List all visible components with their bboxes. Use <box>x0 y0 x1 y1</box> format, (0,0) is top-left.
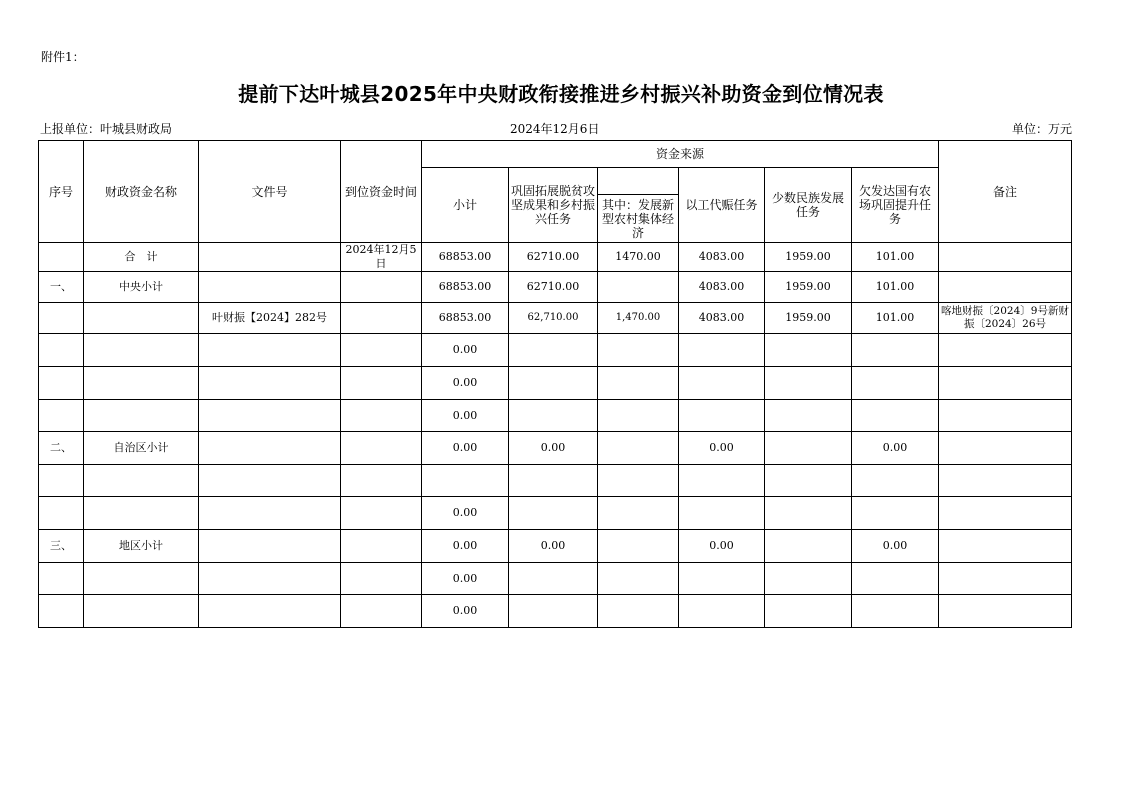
of-which-cell <box>598 367 679 400</box>
of-which-cell <box>598 563 679 595</box>
minority-cell: 1959.00 <box>765 303 852 334</box>
subtotal-cell: 0.00 <box>422 432 509 465</box>
arrival-time-cell <box>341 530 422 563</box>
seq-cell <box>39 563 84 595</box>
work-relief-cell <box>679 367 765 400</box>
of-which-cell <box>598 272 679 303</box>
remarks-cell: 喀地财振〔2024〕9号新财振〔2024〕26号 <box>939 303 1072 334</box>
work-relief-cell: 4083.00 <box>679 303 765 334</box>
report-date: 2024年12月6日 <box>510 122 600 136</box>
doc-no-cell <box>199 595 341 628</box>
minority-cell <box>765 334 852 367</box>
remarks-cell <box>939 432 1072 465</box>
remarks-cell <box>939 530 1072 563</box>
minority-cell <box>765 432 852 465</box>
subtotal-cell: 0.00 <box>422 595 509 628</box>
arrival-time-cell <box>341 563 422 595</box>
table-row <box>39 272 1072 303</box>
doc-no-cell <box>199 432 341 465</box>
fund-name-cell: 地区小计 <box>84 530 199 563</box>
work-relief-cell <box>679 497 765 530</box>
minority-cell <box>765 400 852 432</box>
work-relief-cell <box>679 595 765 628</box>
minority-cell <box>765 367 852 400</box>
consolidate-cell <box>509 334 598 367</box>
work-relief-cell <box>679 563 765 595</box>
fund-table <box>38 140 1072 628</box>
table-row <box>39 367 1072 400</box>
subtotal-cell: 0.00 <box>422 334 509 367</box>
work-relief-cell: 0.00 <box>679 530 765 563</box>
subtotal-cell: 68853.00 <box>422 272 509 303</box>
seq-cell: 一、 <box>39 272 84 303</box>
table-row <box>39 497 1072 530</box>
report-unit: 上报单位：叶城县财政局 <box>40 122 173 136</box>
remarks-cell <box>939 400 1072 432</box>
of-which-cell <box>598 432 679 465</box>
state-farm-cell: 0.00 <box>852 530 939 563</box>
consolidate-cell <box>509 497 598 530</box>
fund-name-cell <box>84 563 199 595</box>
page-title: 提前下达叶城县2025年中央财政衔接推进乡村振兴补助资金到位情况表 <box>238 82 884 106</box>
subtotal-cell: 68853.00 <box>422 243 509 272</box>
attachment-label: 附件1： <box>41 50 85 64</box>
seq-cell <box>39 595 84 628</box>
subtotal-cell: 0.00 <box>422 530 509 563</box>
consolidate-cell: 62,710.00 <box>509 303 598 334</box>
header-doc-no: 文件号 <box>199 141 341 243</box>
doc-no-cell <box>199 334 341 367</box>
state-farm-cell <box>852 595 939 628</box>
of-which-cell <box>598 497 679 530</box>
state-farm-cell <box>852 400 939 432</box>
table-row <box>39 465 1072 497</box>
header-seq: 序号 <box>39 141 84 243</box>
arrival-time-cell <box>341 303 422 334</box>
doc-no-cell <box>199 400 341 432</box>
of-which-cell <box>598 334 679 367</box>
header-consolidate: 巩固拓展脱贫攻坚成果和乡村振兴任务 <box>509 168 598 243</box>
of-which-cell <box>598 400 679 432</box>
work-relief-cell <box>679 334 765 367</box>
header-state-farm: 欠发达国有农场巩固提升任务 <box>852 168 939 243</box>
minority-cell <box>765 465 852 497</box>
minority-cell <box>765 497 852 530</box>
remarks-cell <box>939 243 1072 272</box>
remarks-cell <box>939 367 1072 400</box>
doc-no-cell <box>199 243 341 272</box>
consolidate-cell <box>509 465 598 497</box>
fund-name-cell <box>84 334 199 367</box>
minority-cell: 1959.00 <box>765 243 852 272</box>
state-farm-cell: 101.00 <box>852 303 939 334</box>
seq-cell: 三、 <box>39 530 84 563</box>
subtotal-cell <box>422 465 509 497</box>
seq-cell <box>39 367 84 400</box>
arrival-time-cell <box>341 334 422 367</box>
minority-cell <box>765 595 852 628</box>
header-spacer <box>598 168 679 195</box>
of-which-cell: 1470.00 <box>598 243 679 272</box>
state-farm-cell <box>852 497 939 530</box>
doc-no-cell: 叶财振【2024】282号 <box>199 303 341 334</box>
seq-cell <box>39 303 84 334</box>
fund-name-cell <box>84 497 199 530</box>
subtotal-cell: 0.00 <box>422 400 509 432</box>
doc-no-cell <box>199 563 341 595</box>
table-row <box>39 243 1072 272</box>
state-farm-cell <box>852 563 939 595</box>
of-which-cell <box>598 465 679 497</box>
remarks-cell <box>939 595 1072 628</box>
table-row <box>39 432 1072 465</box>
arrival-time-cell <box>341 272 422 303</box>
doc-no-cell <box>199 272 341 303</box>
table-row <box>39 530 1072 563</box>
fund-name-cell <box>84 465 199 497</box>
work-relief-cell: 4083.00 <box>679 272 765 303</box>
arrival-time-cell <box>341 497 422 530</box>
table-row <box>39 595 1072 628</box>
seq-cell <box>39 465 84 497</box>
state-farm-cell: 0.00 <box>852 432 939 465</box>
doc-no-cell <box>199 367 341 400</box>
seq-cell: 二、 <box>39 432 84 465</box>
minority-cell <box>765 530 852 563</box>
doc-no-cell <box>199 465 341 497</box>
arrival-time-cell <box>341 432 422 465</box>
header-fund-source: 资金来源 <box>422 141 939 168</box>
header-minority: 少数民族发展任务 <box>765 168 852 243</box>
header-of-which: 其中：发展新型农村集体经济 <box>598 195 679 243</box>
state-farm-cell <box>852 334 939 367</box>
remarks-cell <box>939 272 1072 303</box>
table-row <box>39 563 1072 595</box>
fund-name-cell <box>84 303 199 334</box>
header-arrival-time: 到位资金时间 <box>341 141 422 243</box>
subtotal-cell: 68853.00 <box>422 303 509 334</box>
currency-unit: 单位：万元 <box>1011 122 1072 136</box>
of-which-cell <box>598 595 679 628</box>
of-which-cell: 1,470.00 <box>598 303 679 334</box>
consolidate-cell: 62710.00 <box>509 243 598 272</box>
state-farm-cell: 101.00 <box>852 243 939 272</box>
fund-name-cell <box>84 367 199 400</box>
seq-cell <box>39 334 84 367</box>
header-subtotal: 小计 <box>422 168 509 243</box>
arrival-time-cell <box>341 367 422 400</box>
subtotal-cell: 0.00 <box>422 497 509 530</box>
remarks-cell <box>939 497 1072 530</box>
work-relief-cell: 4083.00 <box>679 243 765 272</box>
arrival-time-cell <box>341 595 422 628</box>
work-relief-cell <box>679 465 765 497</box>
minority-cell <box>765 563 852 595</box>
remarks-cell <box>939 563 1072 595</box>
table-row <box>39 400 1072 432</box>
fund-name-cell <box>84 595 199 628</box>
doc-no-cell <box>199 530 341 563</box>
header-remarks: 备注 <box>939 141 1072 243</box>
fund-name-cell: 合 计 <box>84 243 199 272</box>
subtotal-cell: 0.00 <box>422 367 509 400</box>
seq-cell <box>39 400 84 432</box>
state-farm-cell: 101.00 <box>852 272 939 303</box>
fund-name-cell: 中央小计 <box>84 272 199 303</box>
fund-name-cell <box>84 400 199 432</box>
arrival-time-cell <box>341 465 422 497</box>
consolidate-cell <box>509 595 598 628</box>
consolidate-cell: 0.00 <box>509 432 598 465</box>
subtotal-cell: 0.00 <box>422 563 509 595</box>
table-row <box>39 303 1072 334</box>
state-farm-cell <box>852 465 939 497</box>
remarks-cell <box>939 334 1072 367</box>
consolidate-cell: 62710.00 <box>509 272 598 303</box>
arrival-time-cell: 2024年12月5日 <box>341 243 422 272</box>
doc-no-cell <box>199 497 341 530</box>
of-which-cell <box>598 530 679 563</box>
work-relief-cell <box>679 400 765 432</box>
header-fund-name: 财政资金名称 <box>84 141 199 243</box>
table-row <box>39 334 1072 367</box>
remarks-cell <box>939 465 1072 497</box>
arrival-time-cell <box>341 400 422 432</box>
consolidate-cell <box>509 400 598 432</box>
consolidate-cell <box>509 367 598 400</box>
header-work-relief: 以工代赈任务 <box>679 168 765 243</box>
consolidate-cell <box>509 563 598 595</box>
state-farm-cell <box>852 367 939 400</box>
fund-name-cell: 自治区小计 <box>84 432 199 465</box>
consolidate-cell: 0.00 <box>509 530 598 563</box>
work-relief-cell: 0.00 <box>679 432 765 465</box>
minority-cell: 1959.00 <box>765 272 852 303</box>
seq-cell <box>39 243 84 272</box>
seq-cell <box>39 497 84 530</box>
